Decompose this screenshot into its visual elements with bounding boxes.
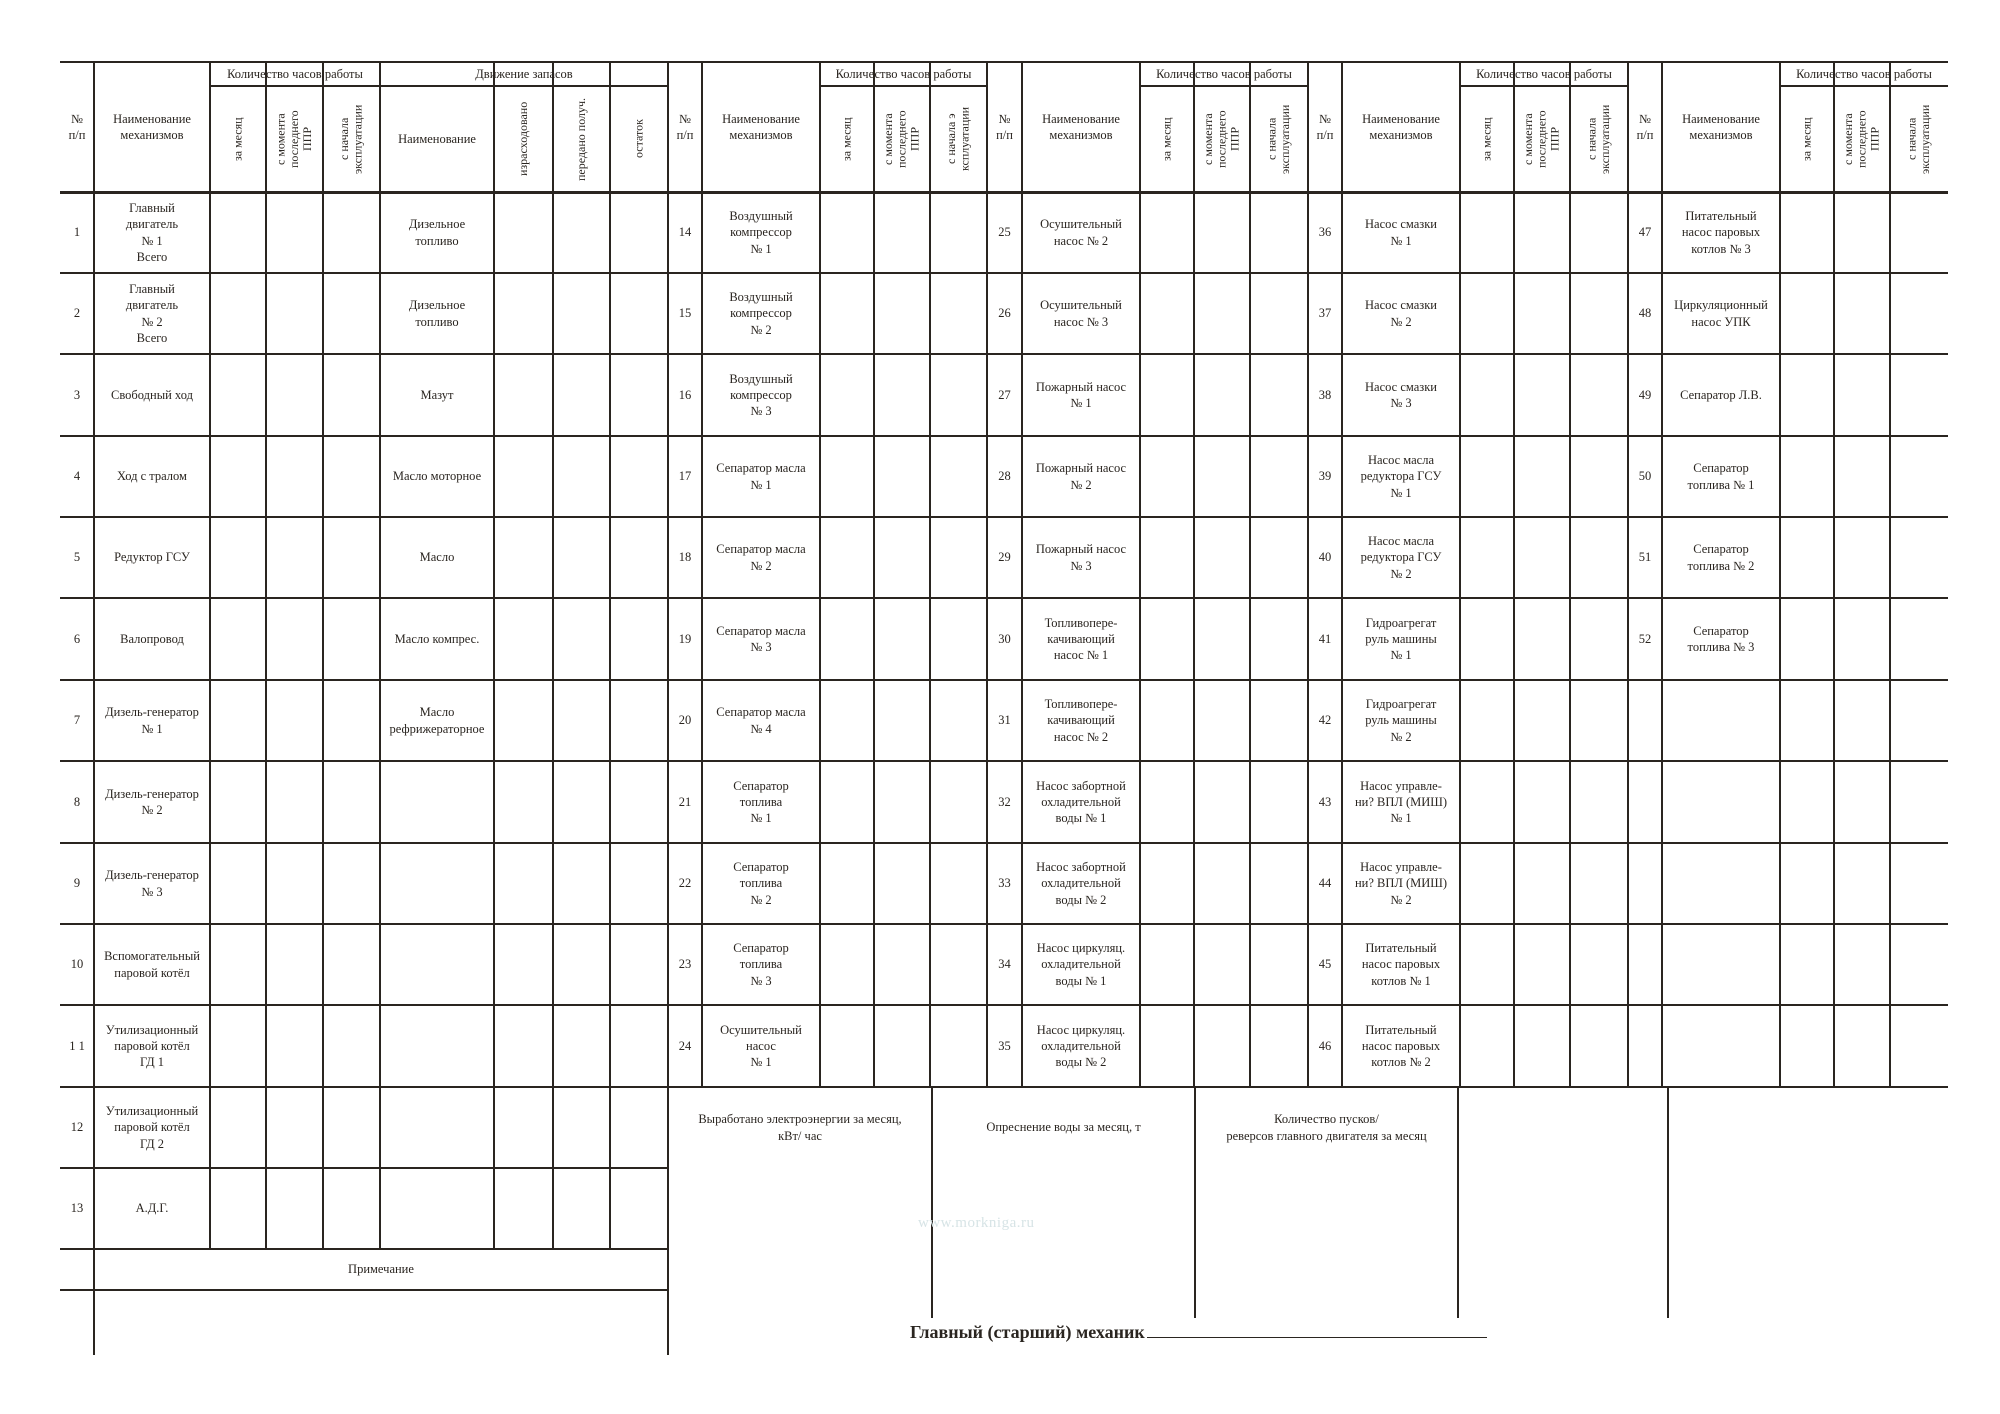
mechanism-name: Циркуляционный насос УПК [1674,298,1768,329]
row-number: 43 [1318,794,1332,809]
mechanism-name: Насос смазки № 1 [1365,217,1437,248]
row-number: 20 [678,713,692,728]
row-number: 8 [73,794,81,809]
row-number: 31 [998,713,1011,728]
row-number: 16 [678,387,692,402]
header-num: № п/п [996,111,1013,142]
mechanism-name: Насос забортной охладительной воды № 2 [1036,860,1126,907]
mechanism-name: Осушительный насос № 2 [1040,217,1122,248]
mechanism-name: Насос циркуляц. охладительной воды № 1 [1036,941,1126,988]
row-number: 2 [73,306,81,321]
mechanism-name: Сепаратор масла № 2 [716,542,806,573]
mechanism-name: Ход с тралом [117,469,187,484]
mechanism-name: Питательный насос паровых котлов № 1 [1361,941,1441,988]
row-number: 42 [1318,713,1332,728]
row-number: 15 [678,306,692,321]
mechanism-name: Сепаратор топлива № 3 [733,941,789,988]
mechanism-name: Сепаратор масла № 3 [716,623,806,654]
row-number: 32 [998,794,1011,809]
header-since-start: с начала эксплуатации [1584,104,1612,174]
stock-item-name: Масло компрес. [394,631,480,646]
row-number: 19 [678,631,692,646]
mechanism-name: Дизель-генератор № 3 [105,868,199,899]
header-since-ppr: с момента последнего ППР [1520,110,1562,168]
row-number: 50 [1638,469,1652,484]
mechanism-name: Сепаратор масла № 4 [716,705,806,736]
mechanism-name: Насос забортной охладительной воды № 1 [1036,778,1126,826]
row-number: 47 [1638,225,1652,240]
row-number: 51 [1638,550,1652,565]
header-name: Наименование механизмов [1682,111,1760,142]
row-number: 33 [998,876,1011,891]
header-month: за месяц [839,117,854,161]
mechanism-name: Насос масла редуктора ГСУ № 1 [1360,453,1442,500]
header-stock-movement: Движение запасов [475,66,573,81]
rule-vertical [609,62,610,1249]
mechanism-name: Сепаратор топлива № 1 [733,778,789,826]
row-number: 21 [678,794,692,809]
header-spent: израсходовано [515,101,530,177]
rule-vertical [1569,62,1570,1087]
header-num: № п/п [1636,111,1654,142]
engine-starts-label: Количество пусков/ реверсов главного двигателя за месяц [1226,1112,1427,1143]
row-number: 6 [73,631,81,646]
water-desalination-label: Опреснение воды за месяц, т [986,1120,1141,1135]
header-since-ppr: с момента последнего ППР [1200,110,1242,168]
row-number: 1 1 [69,1038,85,1053]
mechanism-name: Главный двигатель № 2 Всего [125,282,179,345]
note-label: Примечание [348,1262,414,1277]
row-number: 12 [70,1120,84,1135]
stock-item-name: Масло [419,550,455,565]
rule-vertical [265,62,266,1249]
header-hours: Количество часов работы [835,66,972,81]
rule-vertical [1889,62,1890,1087]
header-since-ppr: с момента последнего ППР [273,110,315,168]
mechanism-name: Воздушный компрессор № 3 [729,371,793,419]
row-number: 3 [73,387,81,402]
mechanism-name: Сепаратор масла № 1 [716,461,806,492]
row-number: 35 [998,1038,1011,1053]
signature-line [1147,1337,1487,1338]
header-month: за месяц [1799,117,1814,161]
row-number: 5 [73,550,81,565]
mechanism-name: Сепаратор топлива № 2 [1687,542,1755,573]
mechanism-name: Сепаратор топлива № 3 [1687,623,1755,654]
row-number: 40 [1318,550,1332,565]
header-num: № п/п [676,111,694,142]
mechanism-name: Насос смазки № 3 [1365,379,1437,410]
mechanism-name: Вспомогательный паровой котёл [104,949,200,980]
header-since-start: с начала эксплуатации [1264,104,1292,174]
header-rest: остаток [631,119,646,159]
mechanism-name: Свободный ход [111,387,193,402]
row-number: 52 [1638,631,1652,646]
mechanism-name: Насос циркуляц. охладительной воды № 2 [1036,1022,1126,1070]
header-name: Наименование механизмов [1042,111,1120,142]
header-month: за месяц [230,117,245,161]
electricity-output-label: Выработано электроэнергии за месяц, кВт/ час [698,1112,902,1143]
rule-vertical [873,62,874,1087]
chief-engineer-signature [910,1322,1487,1343]
header-num: № п/п [1316,111,1334,142]
rule-vertical [1833,62,1834,1087]
row-number: 29 [998,550,1011,565]
mechanism-name: Гидроагрегат руль машины № 2 [1365,697,1437,744]
rule-vertical [1249,62,1250,1087]
header-hours: Количество часов работы [227,66,363,81]
row-number: 25 [998,225,1011,240]
row-number: 26 [998,306,1011,321]
row-number: 36 [1318,225,1332,240]
row-number: 7 [73,713,81,728]
mechanism-name: Топливопере- качивающий насос № 2 [1044,697,1118,744]
rule-vertical [322,62,323,1249]
row-number: 45 [1318,957,1332,972]
mechanism-name: Питательный насос паровых котлов № 3 [1681,209,1761,256]
mechanism-name: Дизель-генератор № 1 [105,705,199,736]
rule-vertical [1513,62,1514,1087]
row-number: 46 [1318,1038,1332,1053]
stock-item-name: Мазут [420,387,454,402]
mechanism-name: Гидроагрегат руль машины № 1 [1365,615,1437,663]
mechanism-name: Топливопере- качивающий насос № 1 [1044,615,1118,663]
mechanism-name: Осушительный насос № 1 [720,1022,802,1070]
header-name: Наименование механизмов [113,111,191,142]
row-number: 49 [1638,387,1652,402]
header-name: Наименование механизмов [1362,111,1440,142]
row-number: 14 [678,225,692,240]
mechanism-name: Пожарный насос № 2 [1035,461,1127,492]
mechanism-name: Воздушный компрессор № 1 [729,209,793,256]
header-hours: Количество часов работы [1476,66,1612,81]
stock-item-name: Дизельное топливо [408,217,466,248]
header-hours: Количество часов работы [1796,66,1932,81]
mechanism-name: Пожарный насос № 1 [1035,379,1127,410]
mechanism-name: Осушительный насос № 3 [1040,298,1122,329]
signature-label: Главный (старший) механик [910,1322,1145,1342]
row-number: 48 [1638,306,1652,321]
watermark: www.morkniga.ru [918,1215,1035,1231]
header-since-start: с начала эксплуатации [1904,104,1932,174]
row-number: 28 [998,469,1011,484]
row-number: 44 [1318,876,1332,891]
row-number: 4 [73,469,81,484]
mechanism-name: Утилизационный паровой котёл ГД 1 [105,1022,199,1070]
row-number: 17 [678,469,692,484]
rule-vertical [929,62,930,1087]
row-number: 39 [1318,469,1332,484]
header-hours: Количество часов работы [1156,66,1292,81]
row-number: 18 [678,550,692,565]
row-number: 9 [73,876,81,891]
header-since-ppr: с момента последнего ППР [1840,110,1882,168]
row-number: 41 [1318,631,1332,646]
header-month: за месяц [1479,117,1494,161]
rule-vertical [1667,1087,1668,1318]
header-since-start: с начала эксплуатации [337,104,365,174]
row-number: 30 [998,631,1011,646]
stock-item-name: Масло моторное [392,469,482,484]
mechanism-name: Дизель-генератор № 2 [105,786,199,817]
header-since-ppr: с момента последнего ППР [880,110,922,168]
row-number: 37 [1318,306,1332,321]
mechanism-name: Валопровод [120,631,184,646]
mechanism-name: Сепаратор топлива № 1 [1687,461,1755,492]
mechanism-name: Сепаратор топлива № 2 [733,860,789,907]
mechanism-name: Насос масла редуктора ГСУ № 2 [1360,534,1442,581]
row-number: 22 [678,876,692,891]
row-number: 38 [1318,387,1332,402]
mechanism-name: Насос смазки № 2 [1365,298,1437,329]
header-name: Наименование механизмов [722,111,800,142]
rule-vertical [552,62,553,1249]
row-number: 34 [998,957,1011,972]
mechanism-name: Питательный насос паровых котлов № 2 [1361,1022,1441,1070]
mechanism-name: А.Д.Г. [135,1201,169,1216]
row-number: 13 [70,1201,84,1216]
mechanism-name: Пожарный насос № 3 [1035,542,1127,573]
mechanism-name: Насос управле- ни? ВПЛ (МИШ) № 1 [1354,778,1448,826]
stock-item-name: Масло рефрижераторное [389,705,485,736]
row-number: 24 [678,1038,692,1053]
header-since-start: с начала э ксплуатации [944,106,972,172]
mechanism-name: Насос управле- ни? ВПЛ (МИШ) № 2 [1354,860,1448,907]
header-stock-name: Наименование [398,131,476,146]
header-month: за месяц [1159,117,1174,161]
row-number: 27 [998,387,1011,402]
mechanism-name: Сепаратор Л.В. [1680,387,1762,402]
rule-vertical [1193,62,1194,1087]
header-num: № п/п [68,111,86,142]
mechanism-name: Редуктор ГСУ [114,550,190,565]
row-number: 23 [678,957,692,972]
stock-item-name: Дизельное топливо [408,298,466,329]
mechanism-name: Главный двигатель № 1 Всего [125,201,179,264]
row-number: 10 [70,957,84,972]
mechanism-name: Утилизационный паровой котёл ГД 2 [105,1104,199,1151]
header-given: передано получ. [573,97,588,181]
row-number: 1 [73,225,81,240]
mechanism-name: Воздушный компрессор № 2 [729,290,793,337]
